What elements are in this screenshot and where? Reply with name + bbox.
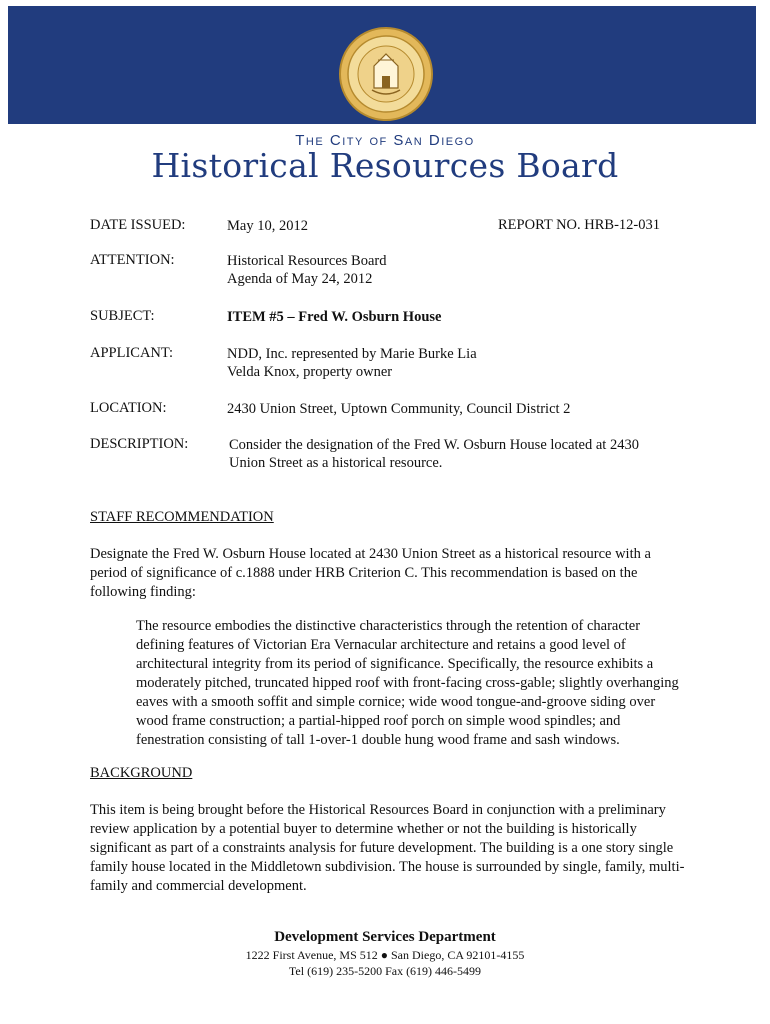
applicant-line-1: NDD, Inc. represented by Marie Burke Lia [227,346,477,362]
footer-address: 1222 First Avenue, MS 512 ● San Diego, CA 92101-4155 [245,948,525,962]
description-label: DESCRIPTION: [90,436,189,452]
applicant-line-2: Velda Knox, property owner [227,364,393,380]
applicant-label: APPLICANT: [90,345,174,361]
city-seal-icon [338,26,434,122]
staff-recommendation-intro: Designate the Fred W. Osburn House located at 2430 Union Street as a historical resource with a period of significance of c.1888 under HRB Criterion C. This recommendation is based on the following finding: [90,546,651,600]
location-label: LOCATION: [90,400,167,416]
background-text: This item is being brought before the Historical Resources Board in conjunction with a preliminary review application by a potential buyer to determine whether or not the building is historically significant as part of a constraints analysis for future development. The building is a one story single family house located in the Middletown subdivision. The house is surrounded by single, family, multi-family and commercial development. [90,802,685,894]
report-number: REPORT NO. HRB-12-031 [498,217,660,233]
subject-value: ITEM #5 – Fred W. Osburn House [227,309,442,325]
subject-label: SUBJECT: [90,308,155,324]
staff-recommendation-finding: The resource embodies the distinctive characteristics through the retention of character defining features of Victorian Era Vernacular architecture and retains a good level of architectural integrity from its period of significance. Specifically, the resource exhibits a moderately pitched, truncated hipped roof with front-facing cross-gable; slightly overhanging eaves with a smooth soffit and simple cornice; wide wood tongue-and-groove siding over wood frame construction; a partial-hipped roof porch on simple wood spindles; and fenestration consisting of tall 1-over-1 double hung wood frame and sash windows. [136,618,679,748]
staff-recommendation-heading: STAFF RECOMMENDATION [90,509,274,525]
attention-line-2: Agenda of May 24, 2012 [227,271,373,287]
date-value: May 10, 2012 [227,218,308,234]
city-name: The City of San Diego [295,132,475,149]
board-title: Historical Resources Board [151,146,619,185]
background-heading: BACKGROUND [90,765,193,781]
location-value: 2430 Union Street, Uptown Community, Council District 2 [227,401,571,417]
attention-line-1: Historical Resources Board [227,253,387,269]
footer-phone: Tel (619) 235-5200 Fax (619) 446-5499 [288,964,482,978]
date-label: DATE ISSUED: [90,217,186,233]
attention-label: ATTENTION: [90,252,175,268]
footer-department: Development Services Department [274,929,496,945]
description-value: Consider the designation of the Fred W. Osburn House located at 2430 Union Street as a historical resource. [229,437,639,471]
